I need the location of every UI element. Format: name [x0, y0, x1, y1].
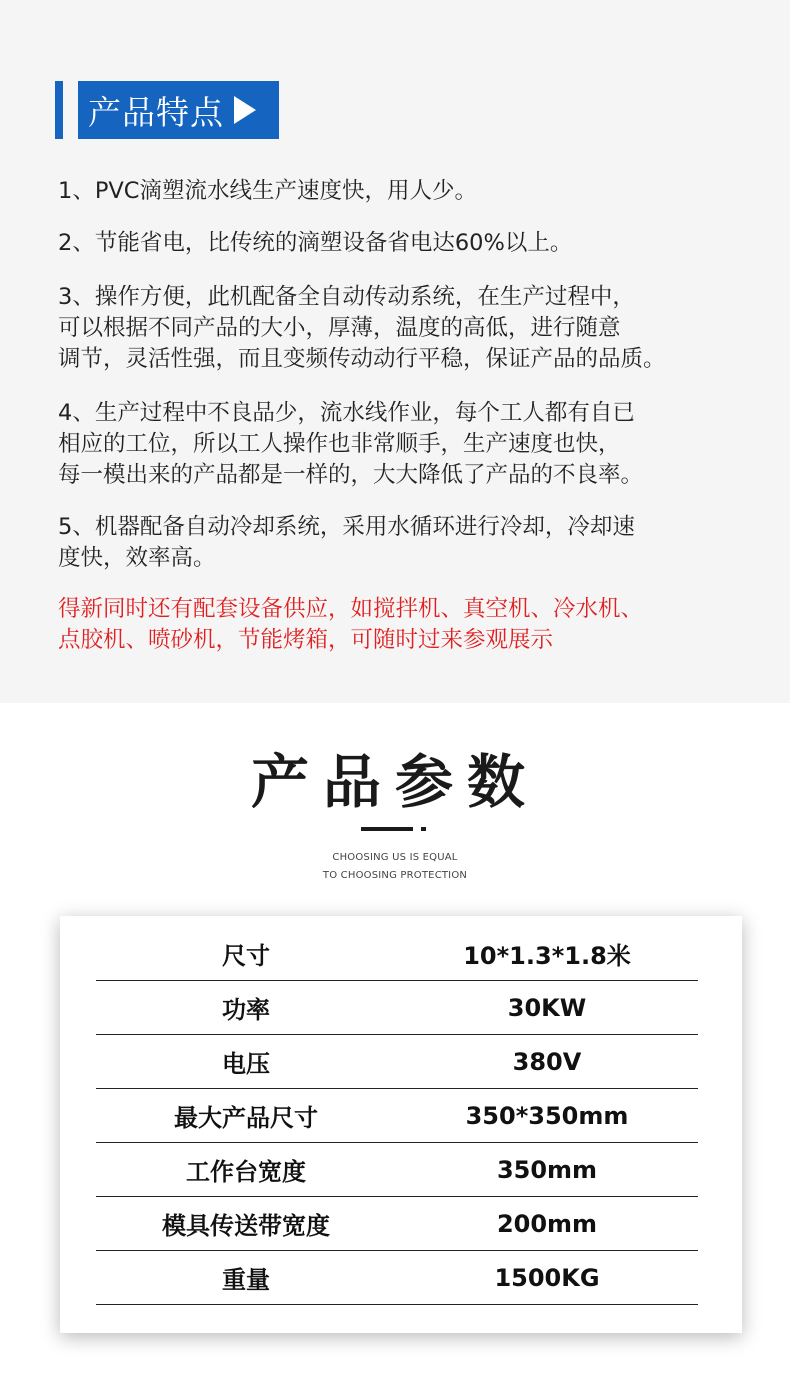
param-value: 380V: [512, 1047, 582, 1076]
param-value: 10*1.3*1.8米: [463, 942, 631, 970]
params-card: [60, 916, 742, 1333]
heading-underline: [361, 827, 413, 831]
param-value: 1500KG: [494, 1263, 600, 1292]
feature-item-1: 1、PVC滴塑流水线生产速度快，用人少。: [58, 178, 477, 204]
params-heading: 产品参数: [250, 748, 539, 816]
feature-item-5: 5、机器配备自动冷却系统，采用水循环进行冷却，冷却速 度快，效率高。: [58, 514, 635, 571]
param-label: 重量: [222, 1266, 270, 1294]
features-title: 产品特点: [88, 92, 224, 132]
supporting-equipment-note: 得新同时还有配套设备供应，如搅拌机、真空机、冷水机、 点胶机、喷砂机，节能烤箱，可随时过来参观展示: [58, 596, 644, 653]
param-label: 功率: [222, 996, 270, 1024]
param-row-voltage: [96, 1035, 698, 1089]
feature-item-2: 2、节能省电，比传统的滴塑设备省电达60%以上。: [58, 230, 573, 256]
param-row-worktable-width: [96, 1143, 698, 1197]
param-value: 200mm: [496, 1209, 598, 1238]
param-label: 电压: [222, 1050, 270, 1078]
features-title-badge: [78, 81, 279, 139]
params-subtitle-line1: CHOOSING US IS EQUAL: [332, 852, 458, 863]
params-subtitle-line2: TO CHOOSING PROTECTION: [322, 870, 468, 881]
param-row-size: [96, 927, 698, 981]
param-row-weight: [96, 1251, 698, 1305]
param-value: 350*350mm: [465, 1101, 629, 1130]
feature-item-4: 4、生产过程中不良品少，流水线作业，每个工人都有自已 相应的工位，所以工人操作也非常顺手，生产速度也快， 每一模出来的产品都是一样的，大大降低了产品的不良率。: [58, 400, 644, 488]
play-arrow-icon: [234, 96, 256, 124]
param-label: 模具传送带宽度: [162, 1212, 330, 1240]
params-table: [96, 927, 698, 1305]
param-label: 工作台宽度: [186, 1158, 306, 1186]
param-label: 尺寸: [222, 942, 270, 970]
feature-item-3: 3、操作方便，此机配备全自动传动系统，在生产过程中， 可以根据不同产品的大小，厚薄，温度的高低，进行随意 调节，灵活性强，而且变频传动动行平稳，保证产品的品质。: [58, 284, 666, 372]
title-accent-bar: [55, 81, 63, 139]
param-row-power: [96, 981, 698, 1035]
heading-underline-dot: [421, 827, 426, 831]
param-value: 350mm: [496, 1155, 598, 1184]
param-value: 30KW: [507, 993, 587, 1022]
param-row-belt-width: [96, 1197, 698, 1251]
param-label: 最大产品尺寸: [174, 1104, 318, 1132]
param-row-max-product-size: [96, 1089, 698, 1143]
